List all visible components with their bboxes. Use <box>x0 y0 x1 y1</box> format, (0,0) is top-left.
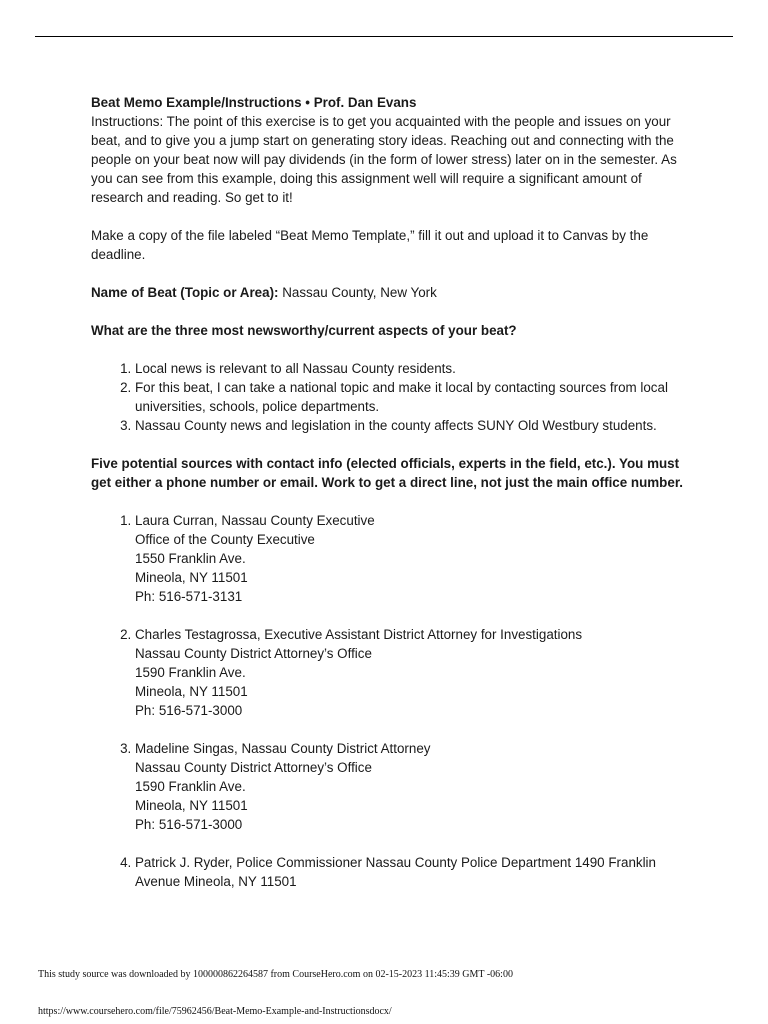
source-url[interactable]: https://www.coursehero.com/file/75962456/Beat-Memo-Example-and-Instructionsdocx/ <box>38 1006 392 1017</box>
source-line: Nassau County District Attorney’s Office <box>135 646 372 661</box>
source-line: 2. Charles Testagrossa, Executive Assistant District Attorney for Investigations <box>135 627 583 642</box>
source-line: Mineola, NY 11501 <box>135 570 248 585</box>
top-rule <box>35 36 733 37</box>
download-note: This study source was downloaded by 100000862264587 from CourseHero.com on 02-15-2023 11:45:39 GMT -06:00 <box>38 969 513 980</box>
source-line: Ph: 516-571-3131 <box>135 589 243 604</box>
source-item <box>135 739 686 834</box>
beat-name-value: Nassau County, New York <box>282 285 437 300</box>
source-line: 1590 Franklin Ave. <box>135 779 246 794</box>
source-line: Mineola, NY 11501 <box>183 874 297 889</box>
source-item <box>135 853 686 891</box>
source-item <box>135 511 686 606</box>
aspect-item: 3. Nassau County news and legislation in the county affects SUNY Old Westbury students. <box>135 416 686 435</box>
source-line: Mineola, NY 11501 <box>135 798 248 813</box>
source-item <box>135 625 686 720</box>
beat-name-line <box>91 283 686 302</box>
source-line: 1490 Franklin Avenue <box>135 855 656 889</box>
aspect-item: 1. Local news is relevant to all Nassau County residents. <box>135 359 686 378</box>
source-line: Ph: 516-571-3000 <box>135 703 243 718</box>
source-line: 1. Laura Curran, Nassau County Executive <box>135 513 375 528</box>
beat-name-label: Name of Beat (Topic or Area): <box>91 285 279 300</box>
source-line: 1550 Franklin Ave. <box>135 551 246 566</box>
aspect-item: 2. For this beat, I can take a national topic and make it local by contacting sources from local universities, schools, police departments. <box>135 378 686 416</box>
sources-question: Five potential sources with contact info (elected officials, experts in the field, etc.). You must get either a phone number or email. Work to get a direct line, not just the main office number. <box>91 456 684 490</box>
document-title: Beat Memo Example/Instructions • Prof. Dan Evans <box>91 95 417 110</box>
sources-list <box>91 511 686 891</box>
source-line: Office of the County Executive <box>135 532 315 547</box>
aspects-list <box>91 359 686 435</box>
source-line: Mineola, NY 11501 <box>135 684 248 699</box>
source-line: Patrick J. Ryder, Police Commissioner Nassau County Police Department <box>135 855 572 870</box>
aspects-question: What are the three most newsworthy/current aspects of your beat? <box>91 323 517 338</box>
source-line: Nassau County District Attorney’s Office <box>135 760 372 775</box>
source-line: Ph: 516-571-3000 <box>135 817 243 832</box>
make-copy-paragraph: Make a copy of the file labeled “Beat Memo Template,” fill it out and upload it to Canvas by the deadline. <box>91 228 649 262</box>
document-body <box>91 93 686 891</box>
source-line: 3. Madeline Singas, Nassau County District Attorney <box>135 741 431 756</box>
instructions-paragraph: Instructions: The point of this exercise is to get you acquainted with the people and issues on your beat, and to give you a jump start on generating story ideas. Reaching out and connecting with the people on your beat now will pay dividends (in the form of lower stress) later on in the semester. As you can see from this example, doing this assignment well will require a significant amount of research and reading. So get to it! <box>91 114 677 205</box>
source-line: 1590 Franklin Ave. <box>135 665 246 680</box>
